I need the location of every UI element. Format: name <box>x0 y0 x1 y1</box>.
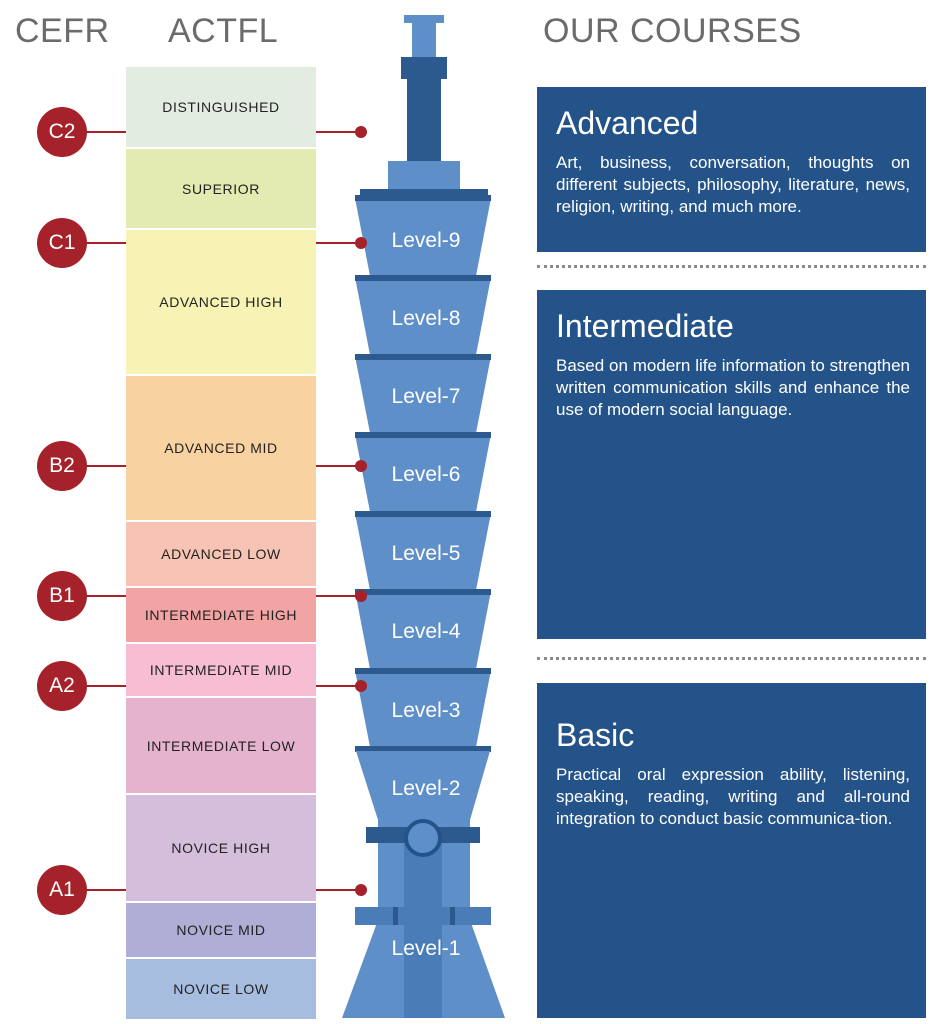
course-panel-basic <box>537 683 926 1018</box>
actfl-header: ACTFL <box>168 12 279 50</box>
divider-dots <box>537 265 926 268</box>
divider-dots <box>537 657 926 660</box>
course-title-advanced: Advanced <box>556 105 699 141</box>
actfl-advanced-low: ADVANCED LOW <box>126 522 316 588</box>
cefr-badge-b1: B1 <box>37 571 87 621</box>
tower-level-5: Level-5 <box>391 542 461 565</box>
actfl-intermediate-high: INTERMEDIATE HIGH <box>126 588 316 644</box>
course-panel-intermediate <box>537 290 926 639</box>
actfl-novice-low: NOVICE LOW <box>126 959 316 1019</box>
tower-level-8: Level-8 <box>391 307 461 330</box>
actfl-advanced-mid: ADVANCED MID <box>126 376 316 522</box>
cefr-badge-a1: A1 <box>37 865 87 915</box>
tower-level-6: Level-6 <box>391 463 461 486</box>
tower-level-1: Level-1 <box>391 937 461 960</box>
actfl-novice-mid: NOVICE MID <box>126 903 316 959</box>
tower-level-7: Level-7 <box>391 385 461 408</box>
course-title-basic: Basic <box>556 717 635 753</box>
cefr-header: CEFR <box>15 12 110 50</box>
courses-header: OUR COURSES <box>543 12 802 50</box>
tower-level-2: Level-2 <box>391 777 461 800</box>
actfl-novice-high: NOVICE HIGH <box>126 795 316 903</box>
cefr-badge-c1: C1 <box>37 218 87 268</box>
actfl-intermediate-low: INTERMEDIATE LOW <box>126 698 316 795</box>
tower-level-9: Level-9 <box>391 229 461 252</box>
cefr-badge-c2: C2 <box>37 107 87 157</box>
actfl-advanced-high: ADVANCED HIGH <box>126 230 316 376</box>
tower-level-4: Level-4 <box>391 620 461 643</box>
course-text-basic: Practical oral expression ability, listening, speaking, reading, writing and all-round integration to conduct basic communica-tion. <box>556 765 910 828</box>
course-text-intermediate: Based on modern life information to strengthen written communication skills and enhance the use of modern social language. <box>556 356 910 419</box>
cefr-badge-b2: B2 <box>37 441 87 491</box>
actfl-superior: SUPERIOR <box>126 149 316 230</box>
cefr-badge-a2: A2 <box>37 661 87 711</box>
tower-level-3: Level-3 <box>391 699 461 722</box>
actfl-intermediate-mid: INTERMEDIATE MID <box>126 644 316 698</box>
course-title-intermediate: Intermediate <box>556 308 734 344</box>
course-text-advanced: Art, business, conversation, thoughts on different subjects, philosophy, literature, news, religion, writing, and much more. <box>556 153 910 216</box>
actfl-distinguished: DISTINGUISHED <box>126 67 316 149</box>
course-panel-advanced <box>537 87 926 252</box>
